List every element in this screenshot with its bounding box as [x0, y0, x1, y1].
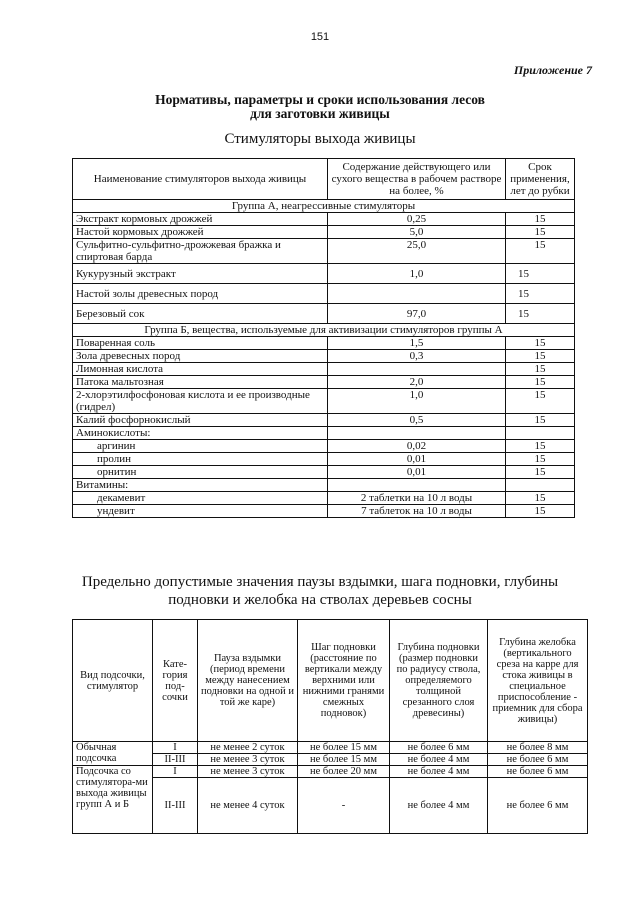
table-row	[73, 226, 575, 239]
column-header-term: Срок применения, лет до рубки	[506, 159, 575, 200]
table-row	[73, 453, 575, 466]
category-value: I	[153, 742, 198, 754]
content-value: 2,0	[328, 376, 506, 389]
content-value: 25,0	[328, 239, 506, 264]
stimulator-name: Зола древесных пород	[73, 350, 328, 363]
term-value: 15	[506, 376, 575, 389]
table-row	[73, 284, 575, 304]
term-value: 15	[506, 284, 575, 304]
content-value: 1,5	[328, 337, 506, 350]
stimulator-name: пролин	[73, 453, 328, 466]
depth-value: не более 6 мм	[390, 742, 488, 754]
table-row	[73, 479, 575, 492]
content-value	[328, 284, 506, 304]
stimulator-name: Кукурузный экстракт	[73, 264, 328, 284]
term-value: 15	[506, 440, 575, 453]
term-value: 15	[506, 414, 575, 427]
table-row	[73, 766, 588, 778]
category-value: I	[153, 766, 198, 778]
term-value: 15	[506, 226, 575, 239]
stimulator-name: Калий фосфорнокислый	[73, 414, 328, 427]
column-header-category: Кате-гория под-сочки	[153, 620, 198, 742]
content-value: 5,0	[328, 226, 506, 239]
content-value: 0,02	[328, 440, 506, 453]
stimulator-name: Лимонная кислота	[73, 363, 328, 376]
term-value: 15	[506, 505, 575, 518]
content-value: 2 таблетки на 10 л воды	[328, 492, 506, 505]
content-value: 0,01	[328, 453, 506, 466]
amino-acids-label: Аминокислоты:	[73, 427, 328, 440]
term-value: 15	[506, 466, 575, 479]
content-value	[328, 363, 506, 376]
content-value: 97,0	[328, 304, 506, 324]
term-value: 15	[506, 239, 575, 264]
term-value: 15	[506, 337, 575, 350]
stimulator-name: декамевит	[73, 492, 328, 505]
table-row	[73, 427, 575, 440]
content-value: 0,01	[328, 466, 506, 479]
table-row	[73, 742, 588, 754]
pause-value: не менее 3 суток	[198, 766, 298, 778]
tapping-type: Подсочка со стимулятора-ми выхода живицы групп А и Б	[73, 766, 153, 834]
stimulator-name: Экстракт кормовых дрожжей	[73, 213, 328, 226]
column-header-pause: Пауза вздымки (период времени между нанесением подновки на одной и той же каре)	[198, 620, 298, 742]
content-value: 7 таблеток на 10 л воды	[328, 505, 506, 518]
table-row	[73, 414, 575, 427]
column-header-groove: Глубина желобка (вертикального среза на карре для стока живицы в специальное приспособление - приемник для сбора живицы)	[488, 620, 588, 742]
table-row	[73, 264, 575, 284]
table2-heading-line-2: подновки и желобка на стволах деревьев сосны	[168, 592, 472, 608]
table-row	[73, 363, 575, 376]
stimulator-name: Настой золы древесных пород	[73, 284, 328, 304]
content-value: 0,3	[328, 350, 506, 363]
step-value: не более 15 мм	[298, 742, 390, 754]
column-header-depth: Глубина подновки (размер подновки по радиусу ствола, определяемого толщиной срезанного слоя древесины)	[390, 620, 488, 742]
stimulator-name: 2-хлорэтилфосфоновая кислота и ее производные (гидрел)	[73, 389, 328, 414]
term-value: 15	[506, 492, 575, 505]
title-line-2: для заготовки живицы	[250, 106, 390, 121]
table-header-row	[73, 159, 575, 200]
column-header-content: Содержание действующего или сухого вещества в рабочем растворе на более, %	[328, 159, 506, 200]
column-header-name: Наименование стимуляторов выхода живицы	[73, 159, 328, 200]
stimulator-name: аргинин	[73, 440, 328, 453]
step-value: не более 20 мм	[298, 766, 390, 778]
table-row	[73, 492, 575, 505]
pause-value: не менее 2 суток	[198, 742, 298, 754]
table-row	[73, 440, 575, 453]
appendix-label: Приложение 7	[513, 63, 592, 77]
table-row	[73, 376, 575, 389]
pause-value: не менее 3 суток	[198, 754, 298, 766]
stimulator-name: Березовый сок	[73, 304, 328, 324]
table-row	[73, 389, 575, 414]
step-value: не более 15 мм	[298, 754, 390, 766]
table2-heading	[60, 573, 580, 609]
group-row	[73, 324, 575, 337]
column-header-step: Шаг подновки (расстояние по вертикали между верхними или нижними гранями смежных подновок)	[298, 620, 390, 742]
table-row	[73, 505, 575, 518]
table-row	[73, 304, 575, 324]
term-value: 15	[506, 389, 575, 414]
term-value: 15	[506, 304, 575, 324]
group-b-label: Группа Б, вещества, используемые для активизации стимуляторов группы А	[73, 324, 575, 337]
tapping-type: Обычная подсочка	[73, 742, 153, 766]
depth-value: не более 4 мм	[390, 778, 488, 834]
stimulator-name: Настой кормовых дрожжей	[73, 226, 328, 239]
stimulator-name: орнитин	[73, 466, 328, 479]
column-header-type: Вид подсочки, стимулятор	[73, 620, 153, 742]
table-row	[73, 350, 575, 363]
depth-value: не более 4 мм	[390, 766, 488, 778]
table-row	[73, 337, 575, 350]
term-value: 15	[506, 264, 575, 284]
category-value: II-III	[153, 754, 198, 766]
term-value: 15	[506, 363, 575, 376]
groove-value: не более 6 мм	[488, 766, 588, 778]
content-value: 0,25	[328, 213, 506, 226]
table-row	[73, 213, 575, 226]
groove-value: не более 6 мм	[488, 778, 588, 834]
page-number: 151	[310, 31, 330, 43]
groove-value: не более 8 мм	[488, 742, 588, 754]
term-value: 15	[506, 213, 575, 226]
stimulator-name: Патока мальтозная	[73, 376, 328, 389]
table-row	[73, 239, 575, 264]
content-value: 1,0	[328, 389, 506, 414]
group-a-label: Группа А, неагрессивные стимуляторы	[73, 200, 575, 213]
category-value: II-III	[153, 778, 198, 834]
depth-value: не более 4 мм	[390, 754, 488, 766]
stimulator-name: ундевит	[73, 505, 328, 518]
table2-heading-line-1: Предельно допустимые значения паузы вздымки, шага подновки, глубины	[81, 574, 559, 590]
group-row	[73, 200, 575, 213]
step-value: -	[298, 778, 390, 834]
term-value: 15	[506, 350, 575, 363]
content-value: 0,5	[328, 414, 506, 427]
stimulators-table	[72, 158, 575, 518]
table-header-row	[73, 620, 588, 742]
table-row	[73, 466, 575, 479]
document-title	[60, 93, 580, 121]
stimulator-name: Поваренная соль	[73, 337, 328, 350]
groove-value: не более 6 мм	[488, 754, 588, 766]
content-value: 1,0	[328, 264, 506, 284]
pause-value: не менее 4 суток	[198, 778, 298, 834]
term-value: 15	[506, 453, 575, 466]
title-line-1: Нормативы, параметры и сроки использования лесов	[155, 92, 485, 107]
vitamins-label: Витамины:	[73, 479, 328, 492]
stimulator-name: Сульфитно-сульфитно-дрожжевая бражка и спиртовая барда	[73, 239, 328, 264]
tapping-limits-table	[72, 619, 588, 834]
table1-heading: Стимуляторы выхода живицы	[224, 131, 416, 147]
